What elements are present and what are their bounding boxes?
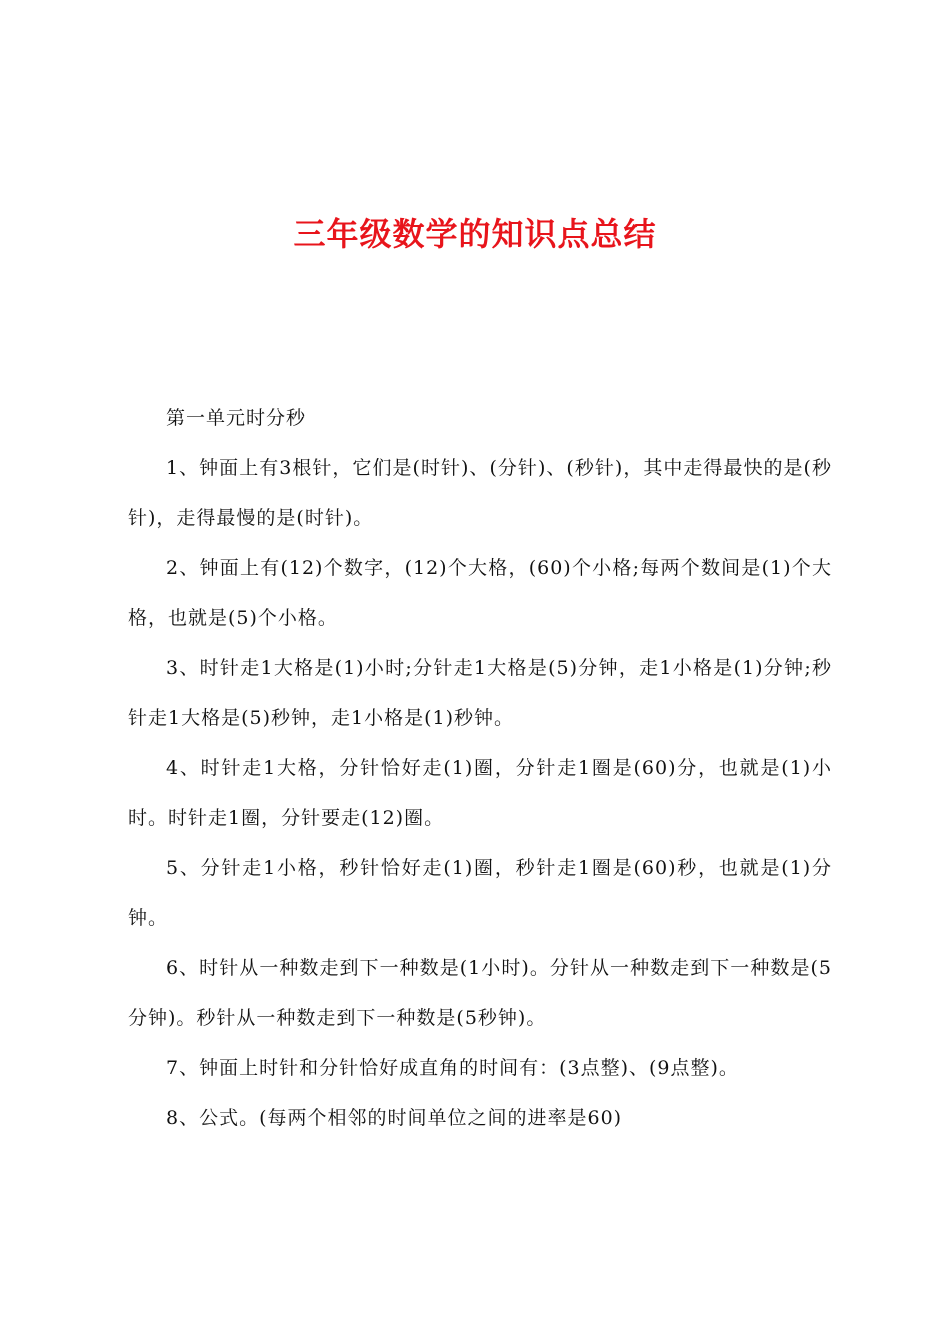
document-title: 三年级数学的知识点总结 <box>293 215 657 253</box>
section-heading: 第一单元时分秒 <box>166 407 307 429</box>
document-body <box>128 393 832 1143</box>
paragraph-4: 4、时针走1大格，分针恰好走(1)圈，分针走1圈是(60)分，也就是(1)小时。时针走1圈，分针要走(12)圈。 <box>128 757 832 829</box>
paragraph-7: 7、钟面上时针和分针恰好成直角的时间有：(3点整)、(9点整)。 <box>166 1057 739 1079</box>
paragraph-3: 3、时针走1大格是(1)小时;分针走1大格是(5)分钟，走1小格是(1)分钟;秒针走1大格是(5)秒钟，走1小格是(1)秒钟。 <box>128 657 832 729</box>
paragraph-2: 2、钟面上有(12)个数字，(12)个大格，(60)个小格;每两个数间是(1)个大格，也就是(5)个小格。 <box>128 557 832 629</box>
paragraph-6: 6、时针从一种数走到下一种数是(1小时)。分针从一种数走到下一种数是(5分钟)。秒针从一种数走到下一种数是(5秒钟)。 <box>128 957 832 1029</box>
paragraph-8: 8、公式。(每两个相邻的时间单位之间的进率是60) <box>166 1107 623 1129</box>
paragraph-5: 5、分针走1小格，秒针恰好走(1)圈，秒针走1圈是(60)秒，也就是(1)分钟。 <box>128 857 832 929</box>
paragraph-1: 1、钟面上有3根针，它们是(时针)、(分针)、(秒针)，其中走得最快的是(秒针)，走得最慢的是(时针)。 <box>128 457 832 529</box>
